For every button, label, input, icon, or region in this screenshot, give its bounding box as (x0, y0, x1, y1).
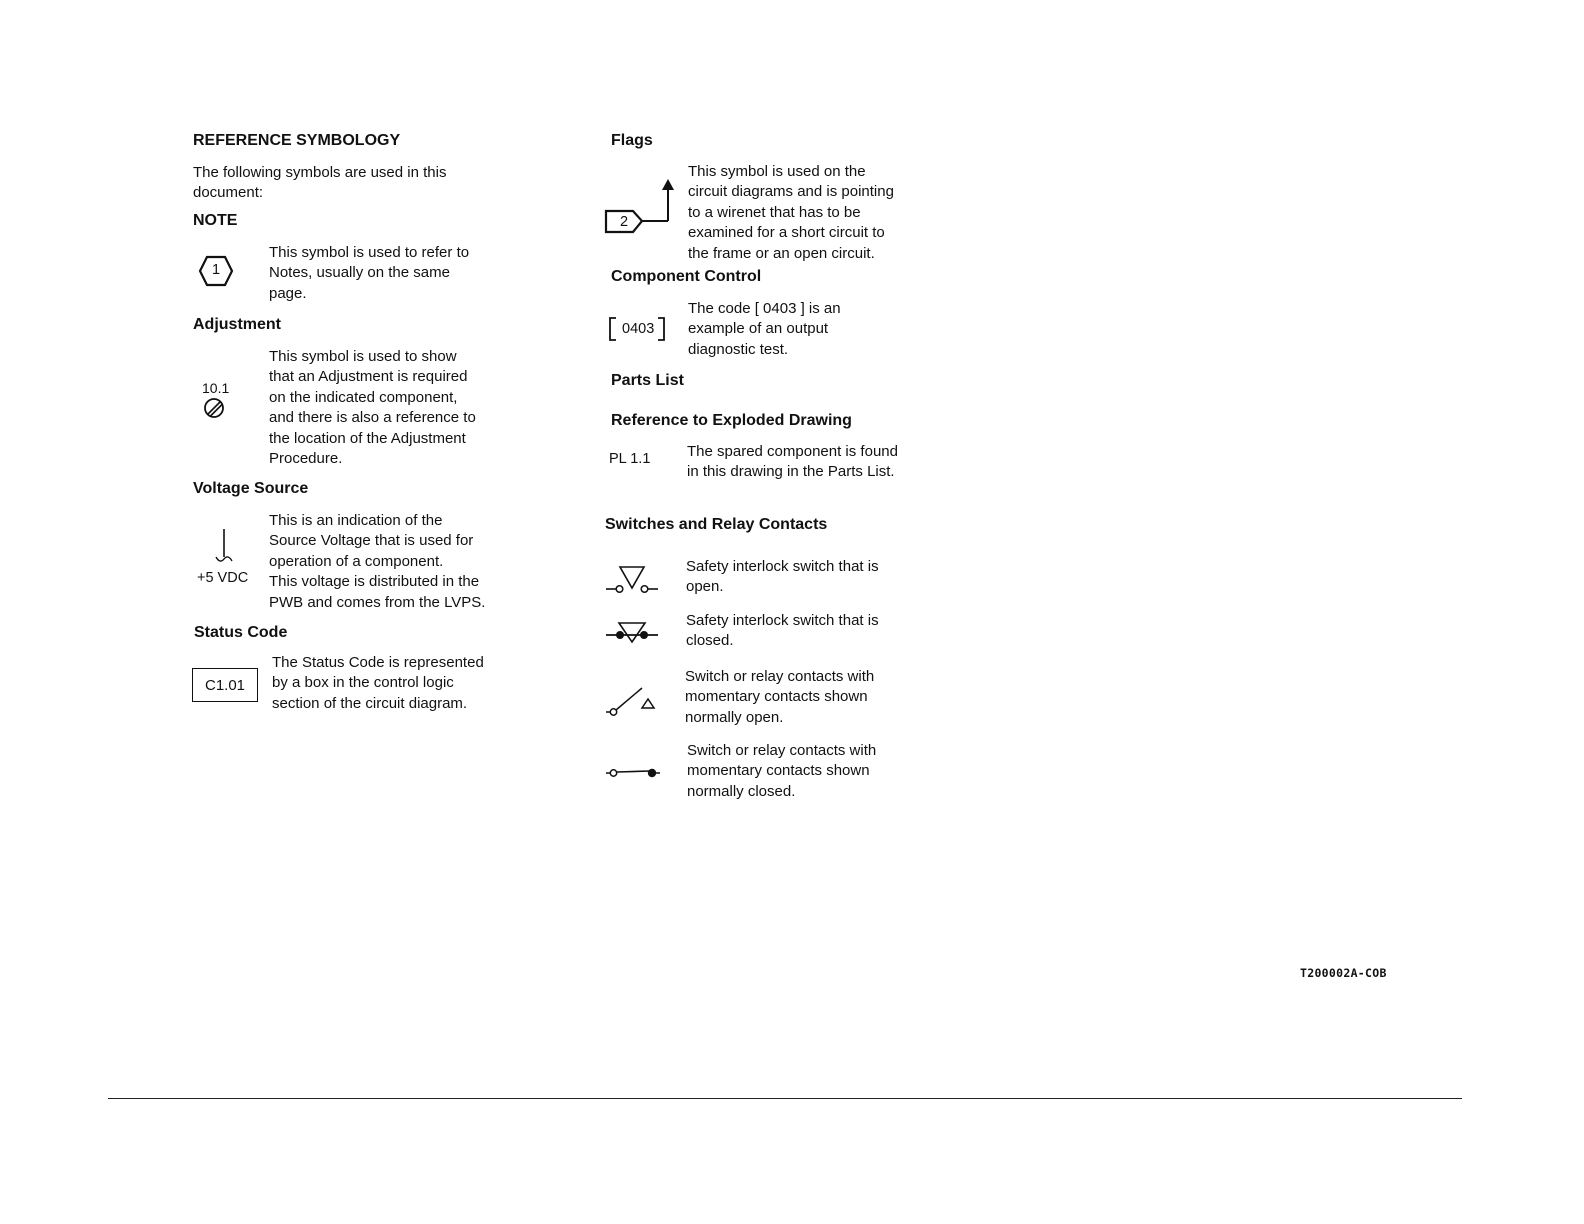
intro-text (193, 163, 446, 204)
parts-list-description (687, 442, 898, 483)
desc-line: momentary contacts shown (687, 762, 870, 780)
desc-line: Procedure. (269, 450, 343, 468)
desc-line: in this drawing in the Parts List. (687, 463, 895, 481)
status-code-box: C1.01 (192, 668, 258, 702)
desc-line: closed. (686, 632, 734, 650)
desc-line: open. (686, 578, 724, 596)
footer-divider (108, 1098, 1462, 1099)
intro-line: document: (193, 184, 264, 202)
desc-line: page. (269, 284, 307, 302)
voltage-description (269, 511, 485, 613)
page-title: REFERENCE SYMBOLOGY (193, 132, 401, 149)
desc-line: by a box in the control logic (272, 674, 454, 692)
normally-closed-description (687, 741, 876, 802)
desc-line: and there is also a reference to (269, 409, 476, 427)
adjustment-heading: Adjustment (193, 316, 281, 333)
desc-line: PWB and comes from the LVPS. (269, 593, 486, 611)
voltage-label: +5 VDC (197, 570, 249, 586)
desc-line: operation of a component. (269, 552, 444, 570)
note-heading: NOTE (193, 212, 238, 229)
voltage-source-heading: Voltage Source (193, 480, 309, 497)
interlock-closed-description (686, 611, 879, 652)
adjustment-reference-number: 10.1 (202, 380, 230, 396)
desc-line: This is an indication of the (269, 512, 443, 529)
desc-line: This symbol is used to show (269, 348, 457, 365)
exploded-drawing-heading: Reference to Exploded Drawing (611, 412, 852, 429)
document-id: T200002A-COB (1300, 966, 1387, 980)
interlock-open-switch-icon (604, 564, 660, 596)
desc-line: diagnostic test. (688, 340, 789, 358)
desc-line: that an Adjustment is required (269, 368, 468, 386)
flags-heading: Flags (611, 132, 653, 149)
adjustment-description (269, 347, 476, 469)
component-control-heading: Component Control (611, 268, 762, 285)
desc-line: This voltage is distributed in the (269, 573, 480, 591)
note-symbol-number: 1 (212, 262, 221, 278)
status-code-description (272, 653, 484, 714)
desc-line: Safety interlock switch that is (686, 612, 879, 629)
desc-line: Notes, usually on the same (269, 264, 450, 282)
flag-number: 2 (620, 214, 629, 230)
parts-list-heading: Parts List (611, 372, 684, 389)
desc-line: Switch or relay contacts with (687, 742, 877, 759)
desc-line: section of the circuit diagram. (272, 694, 468, 712)
normally-open-description (685, 667, 874, 728)
status-code-heading: Status Code (194, 624, 288, 641)
interlock-closed-switch-icon (604, 620, 660, 648)
parts-list-reference: PL 1.1 (609, 451, 651, 467)
desc-line: The Status Code is represented (272, 654, 484, 671)
intro-line: The following symbols are used in this (193, 164, 447, 181)
desc-line: This symbol is used to refer to (269, 244, 470, 261)
desc-line: the frame or an open circuit. (688, 244, 875, 262)
desc-line: circuit diagrams and is pointing (688, 183, 894, 201)
voltage-source-icon (212, 527, 236, 569)
desc-line: normally closed. (687, 782, 796, 800)
component-control-code: 0403 (622, 321, 655, 337)
desc-line: Safety interlock switch that is (686, 558, 879, 575)
desc-line: The code [ 0403 ] is an (688, 300, 841, 317)
desc-line: This symbol is used on the (688, 163, 866, 180)
switches-heading: Switches and Relay Contacts (605, 516, 828, 533)
flags-description (688, 162, 894, 264)
desc-line: to a wirenet that has to be (688, 203, 861, 221)
component-control-description (688, 299, 841, 360)
flag-arrow-icon (604, 178, 676, 236)
adjustment-icon (203, 397, 227, 421)
desc-line: The spared component is found (687, 443, 898, 460)
desc-line: example of an output (688, 320, 829, 338)
desc-line: momentary contacts shown (685, 688, 868, 706)
desc-line: Source Voltage that is used for (269, 532, 474, 550)
note-description (269, 243, 469, 304)
desc-line: the location of the Adjustment (269, 429, 466, 447)
desc-line: Switch or relay contacts with (685, 668, 875, 685)
interlock-open-description (686, 557, 879, 598)
normally-open-contact-icon (604, 684, 660, 718)
desc-line: on the indicated component, (269, 388, 458, 406)
desc-line: examined for a short circuit to (688, 224, 885, 242)
desc-line: normally open. (685, 708, 784, 726)
normally-closed-contact-icon (604, 764, 664, 782)
